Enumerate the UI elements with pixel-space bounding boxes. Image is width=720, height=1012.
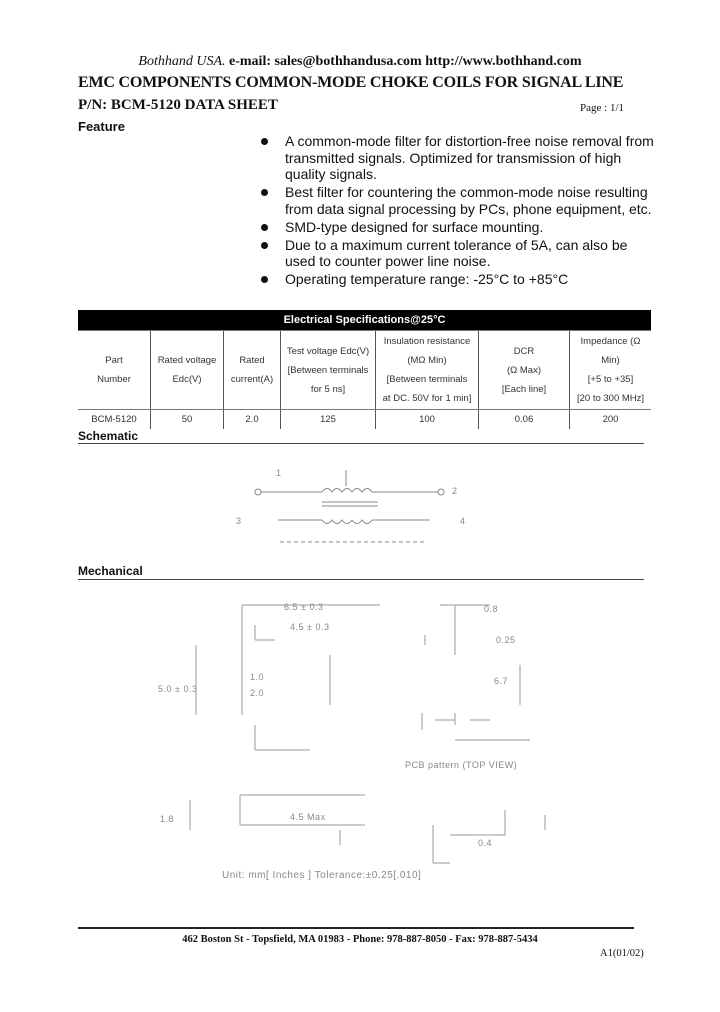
document-title: EMC COMPONENTS COMMON-MODE CHOKE COILS FOR SIGNAL LINE — [78, 74, 624, 91]
col-current-line: Rated — [239, 355, 265, 366]
dim-length: 6.5 ± 0.3 — [284, 602, 324, 612]
col-impedance — [570, 331, 652, 410]
spec-data-row — [78, 410, 651, 430]
dim-side-top: 0.8 — [484, 604, 499, 614]
col-voltage-line: Edc(V) — [172, 374, 202, 385]
schematic-pin-label: 1 — [276, 468, 282, 478]
dim-bottom-left: 1.8 — [160, 814, 175, 824]
company-name: Bothhand USA. — [138, 54, 226, 69]
col-test-voltage — [281, 331, 376, 410]
col-rated-current — [224, 331, 281, 410]
dim-max-height: 4.5 Max — [290, 812, 326, 822]
cell-insulation: 100 — [376, 410, 479, 430]
col-dcr-line: [Each line] — [501, 383, 547, 395]
col-insulation-line: (MΩ Min) — [407, 355, 447, 366]
col-impedance-line: [+5 to +35] — [587, 374, 634, 385]
page-indicator: Page : 1/1 — [580, 102, 624, 114]
feature-bullet: Operating temperature range: -25°C to +85°C — [258, 271, 658, 288]
feature-bullet: SMD-type designed for surface mounting. — [258, 219, 658, 236]
feature-bullet: Best filter for countering the common-mode noise resulting from data signal processing by PCs, phone equipment, etc. — [258, 184, 658, 217]
schematic-diagram — [230, 462, 480, 552]
mechanical-divider — [78, 579, 644, 580]
feature-bullet: Due to a maximum current tolerance of 5A, can also be used to counter power line noise. — [258, 237, 658, 270]
schematic-pin-label: 2 — [452, 486, 458, 496]
part-number-title: P/N: BCM-5120 DATA SHEET — [78, 97, 278, 113]
col-dcr-line: (Ω Max) — [506, 364, 541, 376]
revision-code: A1(01/02) — [600, 948, 644, 959]
col-insulation-line: Insulation resistance — [383, 336, 471, 347]
dim-pad-a: 1.0 — [250, 672, 265, 682]
cell-impedance: 200 — [570, 410, 652, 430]
dim-bottom-right: 0.4 — [478, 838, 493, 848]
feature-bullet: A common-mode filter for distortion-free noise removal from transmitted signals. Optimized for transmission of high quality signals. — [258, 133, 658, 183]
col-part-number — [78, 331, 151, 410]
cell-test-voltage: 125 — [281, 410, 376, 430]
dim-width: 4.5 ± 0.3 — [290, 622, 330, 632]
footer-divider — [78, 927, 634, 929]
col-test-line: for 5 ns] — [310, 383, 346, 395]
spec-table-title: Electrical Specifications@25°C — [78, 310, 651, 331]
dim-side-height: 6.7 — [494, 676, 509, 686]
schematic-divider — [78, 443, 644, 444]
col-test-line: [Between terminals — [287, 364, 369, 376]
cell-dcr: 0.06 — [479, 410, 570, 430]
col-dcr-line: DCR — [513, 345, 535, 357]
footer-address: 462 Boston St - Topsfield, MA 01983 - Phone: 978-887-8050 - Fax: 978-887-5434 — [182, 934, 538, 945]
col-current-line: current(A) — [230, 374, 274, 385]
dim-side-gap: 0.25 — [496, 635, 516, 645]
dim-pad-b: 2.0 — [250, 688, 265, 698]
schematic-pin-label: 4 — [460, 516, 466, 526]
col-insulation-line: at DC. 50V for 1 min] — [382, 393, 472, 404]
contact-info: e-mail: sales@bothhandusa.com http://www.bothhand.com — [225, 54, 582, 69]
spec-header-row — [78, 331, 651, 410]
pcb-pattern-note: PCB pattern (TOP VIEW) — [405, 760, 518, 770]
col-insulation-line: [Between terminals — [386, 374, 468, 385]
units-tolerance-note: Unit: mm[ Inches ] Tolerance:±0.25[.010] — [222, 870, 422, 881]
schematic-pin-label: 3 — [236, 516, 242, 526]
schematic-heading: Schematic — [78, 429, 139, 443]
col-impedance-line: Impedance (Ω Min) — [580, 336, 641, 366]
col-impedance-line: [20 to 300 MHz] — [576, 393, 645, 404]
col-rated-voltage — [151, 331, 224, 410]
col-insulation-resistance — [376, 331, 479, 410]
col-test-line: Test voltage Edc(V) — [286, 345, 370, 357]
company-header — [0, 54, 720, 70]
electrical-spec-table — [78, 310, 651, 429]
feature-heading: Feature — [78, 119, 125, 134]
dim-height-left: 5.0 ± 0.3 — [158, 684, 198, 694]
col-voltage-line: Rated voltage — [157, 355, 217, 366]
mechanical-heading: Mechanical — [78, 564, 143, 578]
col-part-line: Number — [97, 374, 131, 385]
cell-rated-voltage: 50 — [151, 410, 224, 430]
feature-list — [258, 133, 658, 289]
cell-part-number: BCM-5120 — [91, 414, 137, 425]
col-part-line: Part — [105, 355, 123, 366]
cell-rated-current: 2.0 — [224, 410, 281, 430]
col-dcr — [479, 331, 570, 410]
